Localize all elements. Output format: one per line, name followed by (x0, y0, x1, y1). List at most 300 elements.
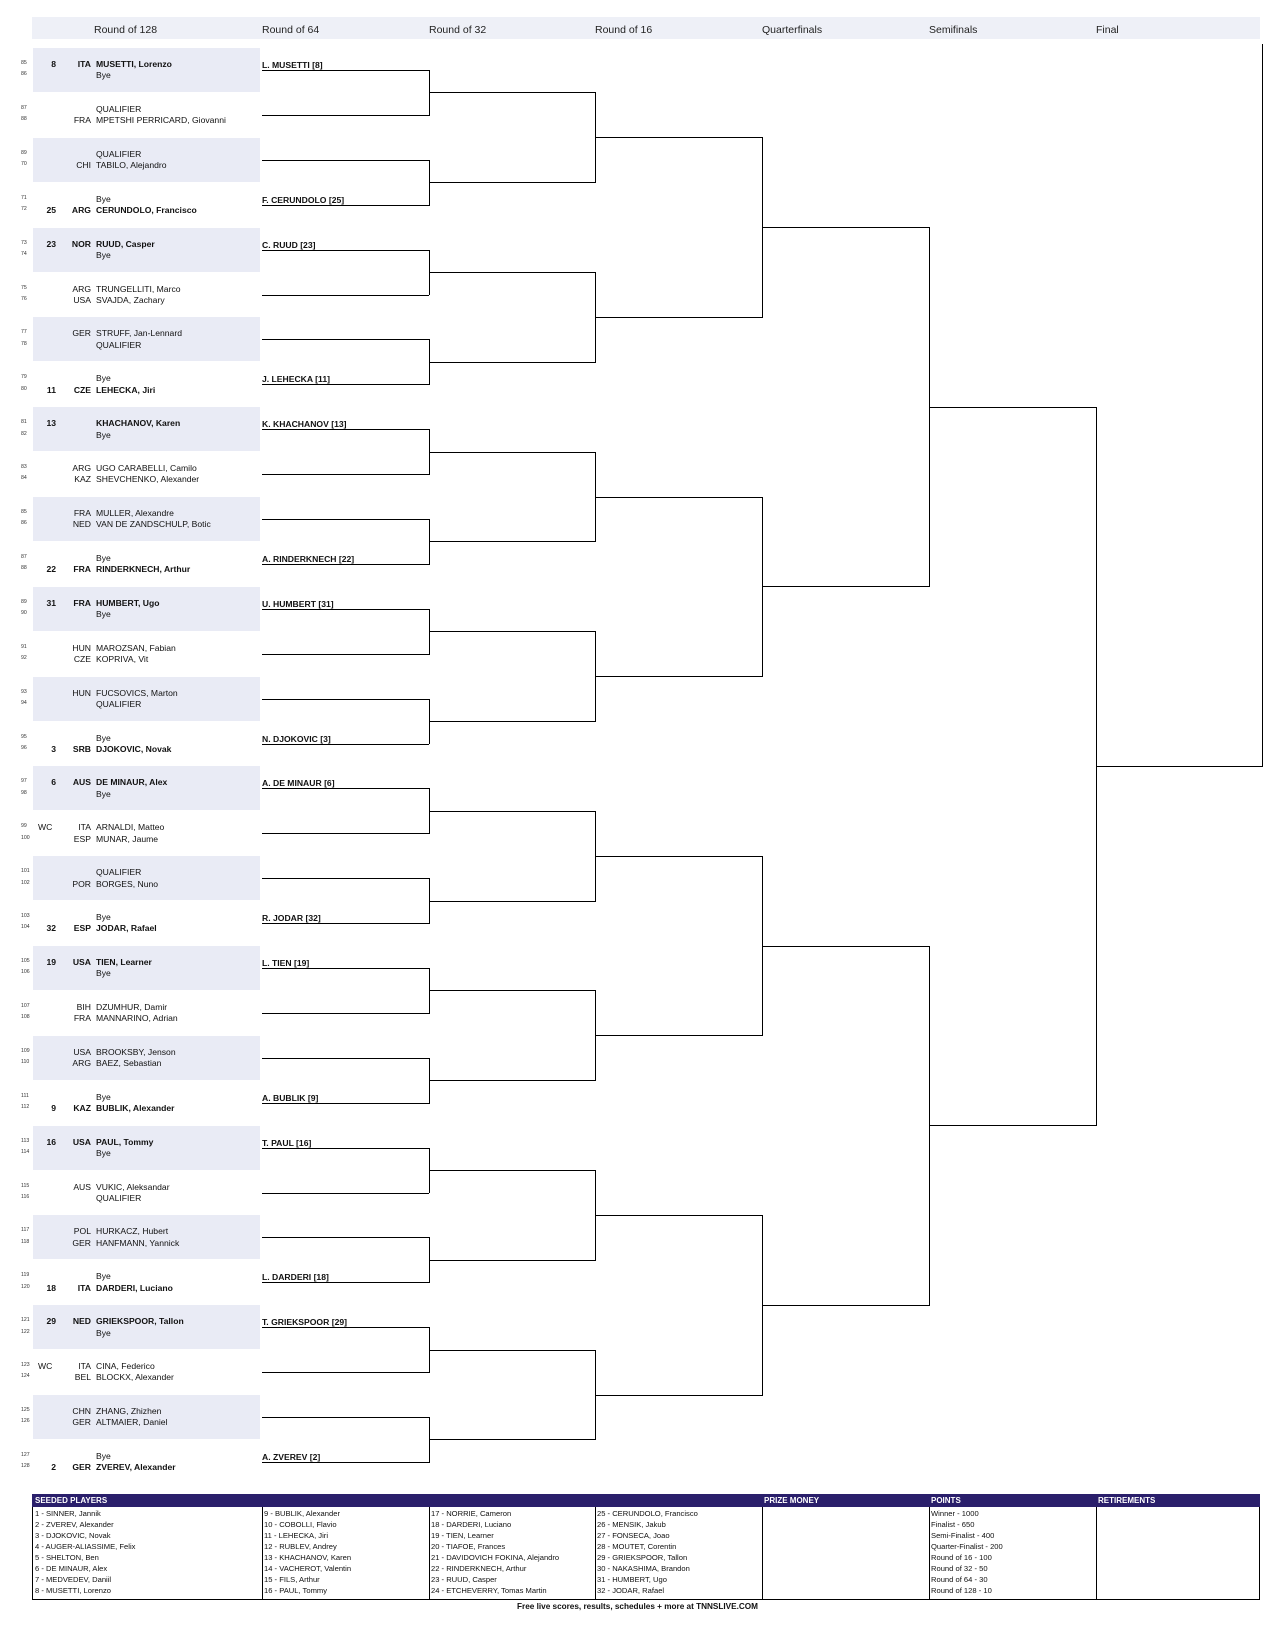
header-round-of-64: Round of 64 (262, 24, 320, 36)
bracket-line (262, 1417, 429, 1418)
bracket-line (929, 1125, 1096, 1126)
player-row (28, 103, 260, 115)
seeded-player-entry: 31 - HUMBERT, Ugo (597, 1575, 667, 1584)
bracket-line (262, 1237, 429, 1238)
seeded-player-entry: 7 - MEDVEDEV, Daniil (35, 1575, 112, 1584)
player-row (28, 698, 260, 710)
draw-number: 103 (21, 913, 30, 920)
round-of-64-winner: L. MUSETTI [8] (262, 60, 323, 70)
bracket-line (429, 1350, 595, 1351)
bracket-line (1262, 44, 1263, 767)
bracket-line (262, 519, 429, 520)
seeded-player-entry: 12 - RUBLEV, Andrey (264, 1542, 337, 1551)
player-row (28, 1461, 260, 1473)
player-row (28, 1091, 260, 1103)
player-name: Bye (96, 1271, 111, 1282)
draw-number: 122 (21, 1328, 30, 1335)
player-name: SVAJDA, Zachary (96, 294, 165, 305)
draw-number: 74 (21, 250, 27, 257)
draw-number: 99 (21, 823, 27, 830)
player-country: FRA (73, 564, 91, 575)
draw-number: 117 (21, 1227, 30, 1234)
bracket-line (595, 676, 762, 677)
player-name: STRUFF, Jan-Lennard (96, 328, 182, 339)
bracket-line (262, 339, 429, 340)
draw-number: 113 (21, 1137, 30, 1144)
player-name: MUNAR, Jaume (96, 833, 159, 844)
player-name: MANNARINO, Adrian (96, 1013, 178, 1024)
draw-number: 127 (21, 1451, 30, 1458)
points-entry: Round of 16 - 100 (931, 1553, 992, 1562)
footer-divider (1096, 1507, 1097, 1600)
player-country: ARG (71, 205, 91, 215)
bracket-line (429, 92, 595, 93)
round-of-64-winner: L. DARDERI [18] (262, 1272, 329, 1283)
player-row (28, 1057, 260, 1069)
player-name: Bye (96, 429, 111, 440)
player-row (28, 821, 260, 833)
player-seed: 2 (51, 1462, 56, 1473)
player-country: NOR (71, 238, 91, 249)
seeded-player-entry: 3 - DJOKOVIC, Novak (35, 1531, 111, 1540)
draw-number: 92 (21, 655, 27, 661)
player-country: HUN (72, 687, 91, 698)
player-country: GER (72, 1237, 91, 1248)
player-name: ZHANG, Zhizhen (96, 1406, 162, 1416)
points-entry: Round of 64 - 30 (931, 1575, 988, 1584)
player-name: LEHECKA, Jiri (96, 384, 156, 395)
retirements-title: RETIREMENTS (1098, 1496, 1156, 1505)
draw-number: 112 (21, 1104, 30, 1110)
draw-number: 107 (21, 1002, 30, 1009)
player-row (28, 956, 260, 968)
bracket-line (429, 362, 595, 363)
bracket-line (762, 1305, 929, 1306)
points-entry: Finalist - 650 (931, 1520, 975, 1529)
player-row (28, 1001, 260, 1013)
draw-number: 126 (21, 1418, 30, 1425)
bracket-line (595, 856, 762, 857)
player-seed: 6 (51, 777, 56, 788)
player-row (28, 653, 260, 665)
player-name: Bye (96, 1450, 111, 1461)
player-country: CHN (72, 1406, 91, 1416)
player-name: Bye (96, 912, 111, 923)
draw-number: 100 (21, 834, 30, 841)
player-name: Bye (96, 552, 111, 563)
bracket-line (429, 631, 595, 632)
bracket-line (262, 160, 429, 161)
draw-number: 90 (21, 610, 27, 617)
draw-number: 111 (21, 1092, 29, 1099)
player-seed: 9 (51, 1103, 56, 1113)
round-of-64-winner: A. ZVEREV [2] (262, 1451, 321, 1462)
player-row (28, 339, 260, 351)
player-row (28, 833, 260, 845)
seeded-player-entry: 8 - MUSETTI, Lorenzo (35, 1586, 111, 1595)
points-entry: Round of 128 - 10 (931, 1586, 992, 1595)
draw-number: 79 (21, 374, 27, 381)
draw-number: 116 (21, 1193, 30, 1200)
player-row (28, 462, 260, 474)
player-name: MPETSHI PERRICARD, Giovanni (96, 115, 226, 126)
bracket-line (595, 497, 762, 498)
bracket-line (262, 878, 429, 879)
points-title: POINTS (931, 1496, 961, 1505)
player-name: GRIEKSPOOR, Tallon (96, 1316, 184, 1327)
draw-number: 87 (21, 104, 27, 111)
player-name: BAEZ, Sebastian (96, 1058, 162, 1069)
seeded-player-entry: 24 - ETCHEVERRY, Tomas Martin (431, 1586, 547, 1595)
draw-number: 95 (21, 733, 27, 740)
bracket-line (429, 811, 595, 812)
points-entry: Quarter-Finalist - 200 (931, 1542, 1003, 1551)
player-row (28, 1225, 260, 1237)
seeded-player-entry: 5 - SHELTON, Ben (35, 1553, 99, 1562)
player-country: KAZ (73, 1103, 91, 1113)
player-row (28, 372, 260, 384)
draw-number: 114 (21, 1148, 30, 1155)
draw-number: 80 (21, 385, 27, 392)
draw-number: 110 (21, 1059, 30, 1066)
bracket-line (1096, 766, 1262, 767)
player-name: CINA, Federico (96, 1361, 155, 1372)
player-row (28, 159, 260, 171)
player-row (28, 417, 260, 429)
points-entry: Winner - 1000 (931, 1509, 979, 1518)
footer-note: Free live scores, results, schedules + more at TNNSLIVE.COM (517, 1602, 758, 1611)
player-row (28, 1360, 260, 1372)
points-entry: Semi-Finalist - 400 (931, 1531, 995, 1540)
player-row (28, 1450, 260, 1462)
draw-number: 77 (21, 329, 27, 336)
draw-number: 123 (21, 1362, 30, 1369)
player-name: RUUD, Casper (96, 238, 155, 249)
player-row (28, 911, 260, 923)
player-row (28, 732, 260, 744)
draw-number: 119 (21, 1272, 30, 1279)
player-name: Bye (96, 70, 111, 81)
draw-number: 72 (21, 206, 27, 212)
player-name: KHACHANOV, Karen (96, 418, 181, 429)
footer-header-bar (32, 1494, 1260, 1507)
seeded-player-entry: 17 - NORRIE, Cameron (431, 1509, 512, 1518)
seeded-player-entry: 18 - DARDERI, Luciano (431, 1520, 512, 1529)
round-of-64-winner: U. HUMBERT [31] (262, 598, 334, 609)
player-row (28, 608, 260, 620)
footer-divider (429, 1507, 430, 1600)
player-name: QUALIFIER (96, 148, 142, 159)
bracket-line (429, 1439, 595, 1440)
player-name: DZUMHUR, Damir (96, 1001, 168, 1012)
player-country: FRA (73, 508, 91, 518)
player-seed: 16 (46, 1136, 56, 1147)
player-name: Bye (96, 609, 111, 620)
bracket-line (429, 1170, 595, 1171)
footer-divider (762, 1507, 763, 1600)
draw-number: 81 (21, 419, 27, 426)
seeded-players-title: SEEDED PLAYERS (35, 1496, 108, 1505)
player-row (28, 878, 260, 890)
player-name: QUALIFIER (96, 1192, 142, 1203)
draw-number: 86 (21, 71, 27, 78)
player-entry: WC (38, 1361, 53, 1372)
round-of-64-winner: A. BUBLIK [9] (262, 1092, 319, 1103)
player-row (28, 1416, 260, 1428)
player-country: CHI (76, 160, 91, 171)
player-country: NED (72, 1316, 91, 1327)
player-row (28, 776, 260, 788)
round-of-64-winner: C. RUUD [23] (262, 239, 316, 250)
player-country: NED (72, 519, 91, 530)
player-name: ALTMAIER, Daniel (96, 1417, 168, 1428)
draw-number: 85 (21, 60, 27, 66)
bracket-line (595, 317, 762, 318)
player-country: HUN (72, 642, 91, 653)
bracket-line (262, 474, 429, 475)
player-name: TABILO, Alejandro (96, 160, 167, 171)
player-row (28, 967, 260, 979)
player-country: USA (72, 1136, 91, 1147)
player-name: QUALIFIER (96, 698, 142, 709)
player-name: SHEVCHENKO, Alexander (96, 474, 200, 485)
bracket-line (262, 1058, 429, 1059)
player-row (28, 743, 260, 755)
bracket-line (262, 699, 429, 700)
bracket-line (595, 137, 762, 138)
round-of-64-winner: J. LEHECKA [11] (262, 374, 330, 385)
bracket-line (762, 946, 929, 947)
draw-number: 109 (21, 1047, 30, 1054)
player-row (28, 1147, 260, 1159)
header-round-of-32: Round of 32 (429, 24, 487, 36)
player-seed: 19 (46, 957, 56, 967)
bracket-line (262, 1372, 429, 1373)
bracket-line (429, 541, 595, 542)
player-country: ITA (78, 1361, 91, 1372)
player-name: Bye (96, 1091, 111, 1102)
draw-number: 128 (21, 1463, 30, 1470)
player-name: MUSETTI, Lorenzo (96, 59, 172, 69)
player-country: USA (73, 1046, 91, 1057)
round-of-64-winner: T. PAUL [16] (262, 1137, 312, 1148)
draw-number: 91 (21, 643, 27, 650)
player-row (28, 327, 260, 339)
draw-number: 106 (21, 969, 30, 976)
player-name: Bye (96, 732, 111, 743)
bracket-line (595, 1215, 762, 1216)
player-row (28, 384, 260, 396)
player-country: ESP (73, 923, 91, 934)
player-seed: 18 (46, 1282, 56, 1293)
player-row (28, 1315, 260, 1327)
player-row (28, 1282, 260, 1294)
draw-number: 87 (21, 553, 27, 560)
player-row (28, 563, 260, 575)
player-name: MAROZSAN, Fabian (96, 642, 176, 653)
player-row (28, 507, 260, 519)
player-name: FUCSOVICS, Marton (96, 687, 178, 698)
player-row (28, 788, 260, 800)
player-row (28, 1046, 260, 1058)
draw-number: 85 (21, 509, 27, 515)
round-of-64-winner: N. DJOKOVIC [3] (262, 733, 331, 744)
footer-divider (262, 1507, 263, 1600)
player-country: FRA (73, 597, 91, 608)
player-seed: 13 (46, 418, 56, 429)
draw-number: 120 (21, 1283, 30, 1290)
draw-number: 89 (21, 598, 27, 605)
bracket-line (762, 227, 929, 228)
draw-number: 101 (21, 868, 30, 875)
bracket-line (762, 586, 929, 587)
seeded-player-entry: 10 - COBOLLI, Flavio (264, 1520, 337, 1529)
player-country: BIH (76, 1001, 91, 1012)
player-seed: 11 (46, 384, 56, 395)
player-country: POR (72, 878, 91, 889)
player-row (28, 283, 260, 295)
bracket-line (262, 833, 429, 834)
player-name: ARNALDI, Matteo (96, 822, 165, 833)
player-name: BROOKSBY, Jenson (96, 1046, 176, 1057)
player-row (28, 922, 260, 934)
player-seed: 23 (46, 238, 56, 249)
player-name: DE MINAUR, Alex (96, 777, 168, 788)
player-name: BLOCKX, Alexander (96, 1372, 174, 1383)
header-semifinals: Semifinals (929, 24, 978, 36)
round-of-64-winner: K. KHACHANOV [13] (262, 419, 347, 430)
player-seed: 3 (51, 743, 56, 754)
bracket-line (429, 1260, 595, 1261)
draw-number: 97 (21, 778, 27, 785)
header-quarterfinals: Quarterfinals (762, 24, 823, 36)
bracket-line (429, 272, 595, 273)
footer-divider (929, 1507, 930, 1600)
player-name: QUALIFIER (96, 103, 142, 114)
player-name: ZVEREV, Alexander (96, 1462, 176, 1473)
draw-number: 88 (21, 116, 27, 123)
draw-number: 86 (21, 520, 27, 527)
player-row (28, 1371, 260, 1383)
player-name: QUALIFIER (96, 339, 142, 350)
bracket-line (429, 182, 595, 183)
draw-number: 118 (21, 1238, 30, 1245)
draw-number: 125 (21, 1407, 30, 1413)
player-row (28, 1405, 260, 1417)
player-name: MULLER, Alexandre (96, 508, 174, 518)
player-row (28, 429, 260, 441)
draw-number: 93 (21, 688, 27, 695)
header-final: Final (1096, 24, 1119, 36)
seeded-player-entry: 23 - RUUD, Casper (431, 1575, 497, 1584)
draw-number: 84 (21, 475, 27, 482)
player-name: Bye (96, 788, 111, 799)
player-name: JODAR, Rafael (96, 923, 157, 934)
player-name: Bye (96, 193, 111, 204)
draw-number: 102 (21, 879, 30, 886)
player-row (28, 148, 260, 160)
bracket-line (595, 1395, 762, 1396)
player-row (28, 1327, 260, 1339)
player-country: ESP (73, 833, 91, 844)
player-row (28, 1270, 260, 1282)
player-country: USA (72, 957, 91, 967)
player-country: FRA (73, 1013, 91, 1024)
seeded-player-entry: 14 - VACHEROT, Valentin (264, 1564, 352, 1573)
seeded-player-entry: 29 - GRIEKSPOOR, Tallon (597, 1553, 688, 1562)
player-name: HUMBERT, Ugo (96, 597, 160, 608)
seeded-player-entry: 28 - MOUTET, Corentin (597, 1542, 677, 1551)
player-seed: 22 (46, 564, 56, 575)
player-row (28, 1012, 260, 1024)
player-name: DJOKOVIC, Novak (96, 743, 172, 754)
player-country: ARG (72, 283, 91, 294)
player-country: CZE (73, 654, 91, 664)
draw-number: 70 (21, 161, 27, 168)
header-round-of-128: Round of 128 (94, 24, 158, 36)
draw-number: 108 (21, 1014, 30, 1021)
bracket-line (929, 407, 1096, 408)
player-row (28, 1237, 260, 1249)
player-row (28, 1192, 260, 1204)
player-name: Bye (96, 373, 111, 384)
player-name: CERUNDOLO, Francisco (96, 205, 197, 215)
player-name: RINDERKNECH, Arthur (96, 564, 191, 575)
round-of-64-winner: A. RINDERKNECH [22] (262, 553, 355, 564)
draw-number: 94 (21, 699, 27, 706)
bracket-line (262, 115, 429, 116)
seeded-player-entry: 6 - DE MINAUR, Alex (35, 1564, 108, 1573)
player-row (28, 1102, 260, 1114)
player-name: BUBLIK, Alexander (96, 1103, 175, 1113)
seeded-player-entry: 2 - ZVEREV, Alexander (35, 1520, 114, 1529)
draw-number: 115 (21, 1182, 30, 1189)
seeded-player-entry: 13 - KHACHANOV, Karen (264, 1553, 352, 1562)
player-country: ITA (77, 59, 91, 69)
draw-number: 89 (21, 149, 27, 156)
draw-number: 73 (21, 239, 27, 246)
bracket-line (595, 1035, 762, 1036)
player-entry: WC (38, 822, 53, 833)
player-country: ARG (72, 463, 91, 474)
player-name: TRUNGELLITI, Marco (96, 283, 181, 294)
player-country: USA (73, 294, 91, 305)
player-name: VAN DE ZANDSCHULP, Botic (96, 519, 211, 530)
player-row (28, 238, 260, 250)
player-row (28, 114, 260, 126)
player-row (28, 294, 260, 306)
player-row (28, 552, 260, 564)
player-row (28, 687, 260, 699)
player-country: SRB (72, 743, 91, 754)
draw-number: 88 (21, 565, 27, 572)
player-country: ARG (72, 1058, 91, 1069)
draw-number: 71 (21, 194, 27, 201)
player-name: BORGES, Nuno (96, 878, 159, 889)
player-name: UGO CARABELLI, Camilo (96, 463, 197, 474)
round-of-64-winner: F. CERUNDOLO [25] (262, 194, 345, 205)
player-country: KAZ (74, 474, 91, 485)
player-name: DARDERI, Luciano (96, 1282, 173, 1293)
player-row (28, 866, 260, 878)
bracket-line (429, 452, 595, 453)
player-country: FRA (73, 115, 91, 126)
player-row (28, 473, 260, 485)
seeded-player-entry: 30 - NAKASHIMA, Brandon (597, 1564, 690, 1573)
player-country: BEL (74, 1372, 91, 1383)
player-name: HANFMANN, Yannick (96, 1237, 180, 1248)
seeded-player-entry: 20 - TIAFOE, Frances (431, 1542, 506, 1551)
